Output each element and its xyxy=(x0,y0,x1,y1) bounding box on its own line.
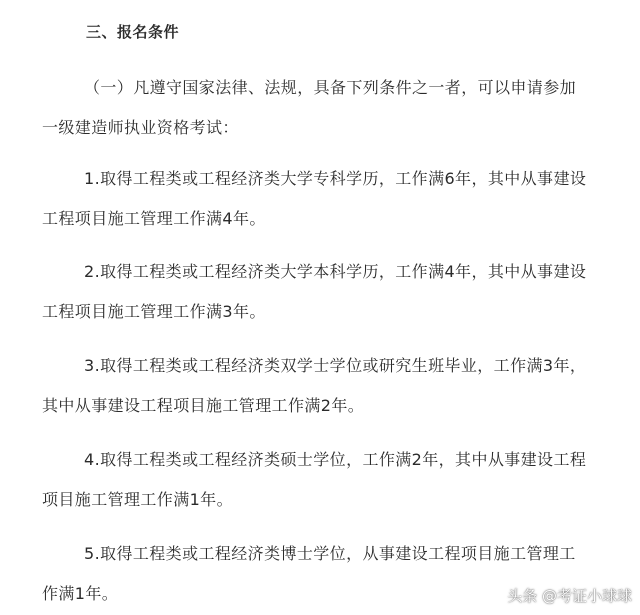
paragraph-line: 项目施工管理工作满1年。 xyxy=(42,490,233,509)
paragraph-line: 4.取得工程类或工程经济类硕士学位，工作满2年，其中从事建设工程 xyxy=(84,450,587,469)
paragraph-condition-4 xyxy=(42,440,602,520)
watermark-text: 头条 @考证小球球 xyxy=(507,587,632,605)
paragraph-line: 3.取得工程类或工程经济类双学士学位或研究生班毕业，工作满3年， xyxy=(84,356,587,375)
paragraph-line: 工程项目施工管理工作满4年。 xyxy=(42,209,266,228)
section-heading: 三、报名条件 xyxy=(86,23,180,41)
paragraph-line: 1.取得工程类或工程经济类大学专科学历，工作满6年，其中从事建设 xyxy=(84,169,587,188)
paragraph-line: 工程项目施工管理工作满3年。 xyxy=(42,302,266,321)
paragraph-line: 5.取得工程类或工程经济类博士学位，从事建设工程项目施工管理工 xyxy=(84,544,576,563)
paragraph-condition-2 xyxy=(42,252,602,332)
paragraph-line: 2.取得工程类或工程经济类大学本科学历，工作满4年，其中从事建设 xyxy=(84,262,587,281)
paragraph-condition-3 xyxy=(42,346,602,426)
paragraph-condition-1 xyxy=(42,159,602,239)
source-watermark xyxy=(507,585,632,606)
paragraph-intro xyxy=(42,68,602,148)
paragraph-line: 其中从事建设工程项目施工管理工作满2年。 xyxy=(42,396,365,415)
paragraph-line: 作满1年。 xyxy=(42,584,119,603)
paragraph-line: 一级建造师执业资格考试： xyxy=(42,118,239,137)
paragraph-line: （一）凡遵守国家法律、法规，具备下列条件之一者，可以申请参加 xyxy=(84,78,577,97)
